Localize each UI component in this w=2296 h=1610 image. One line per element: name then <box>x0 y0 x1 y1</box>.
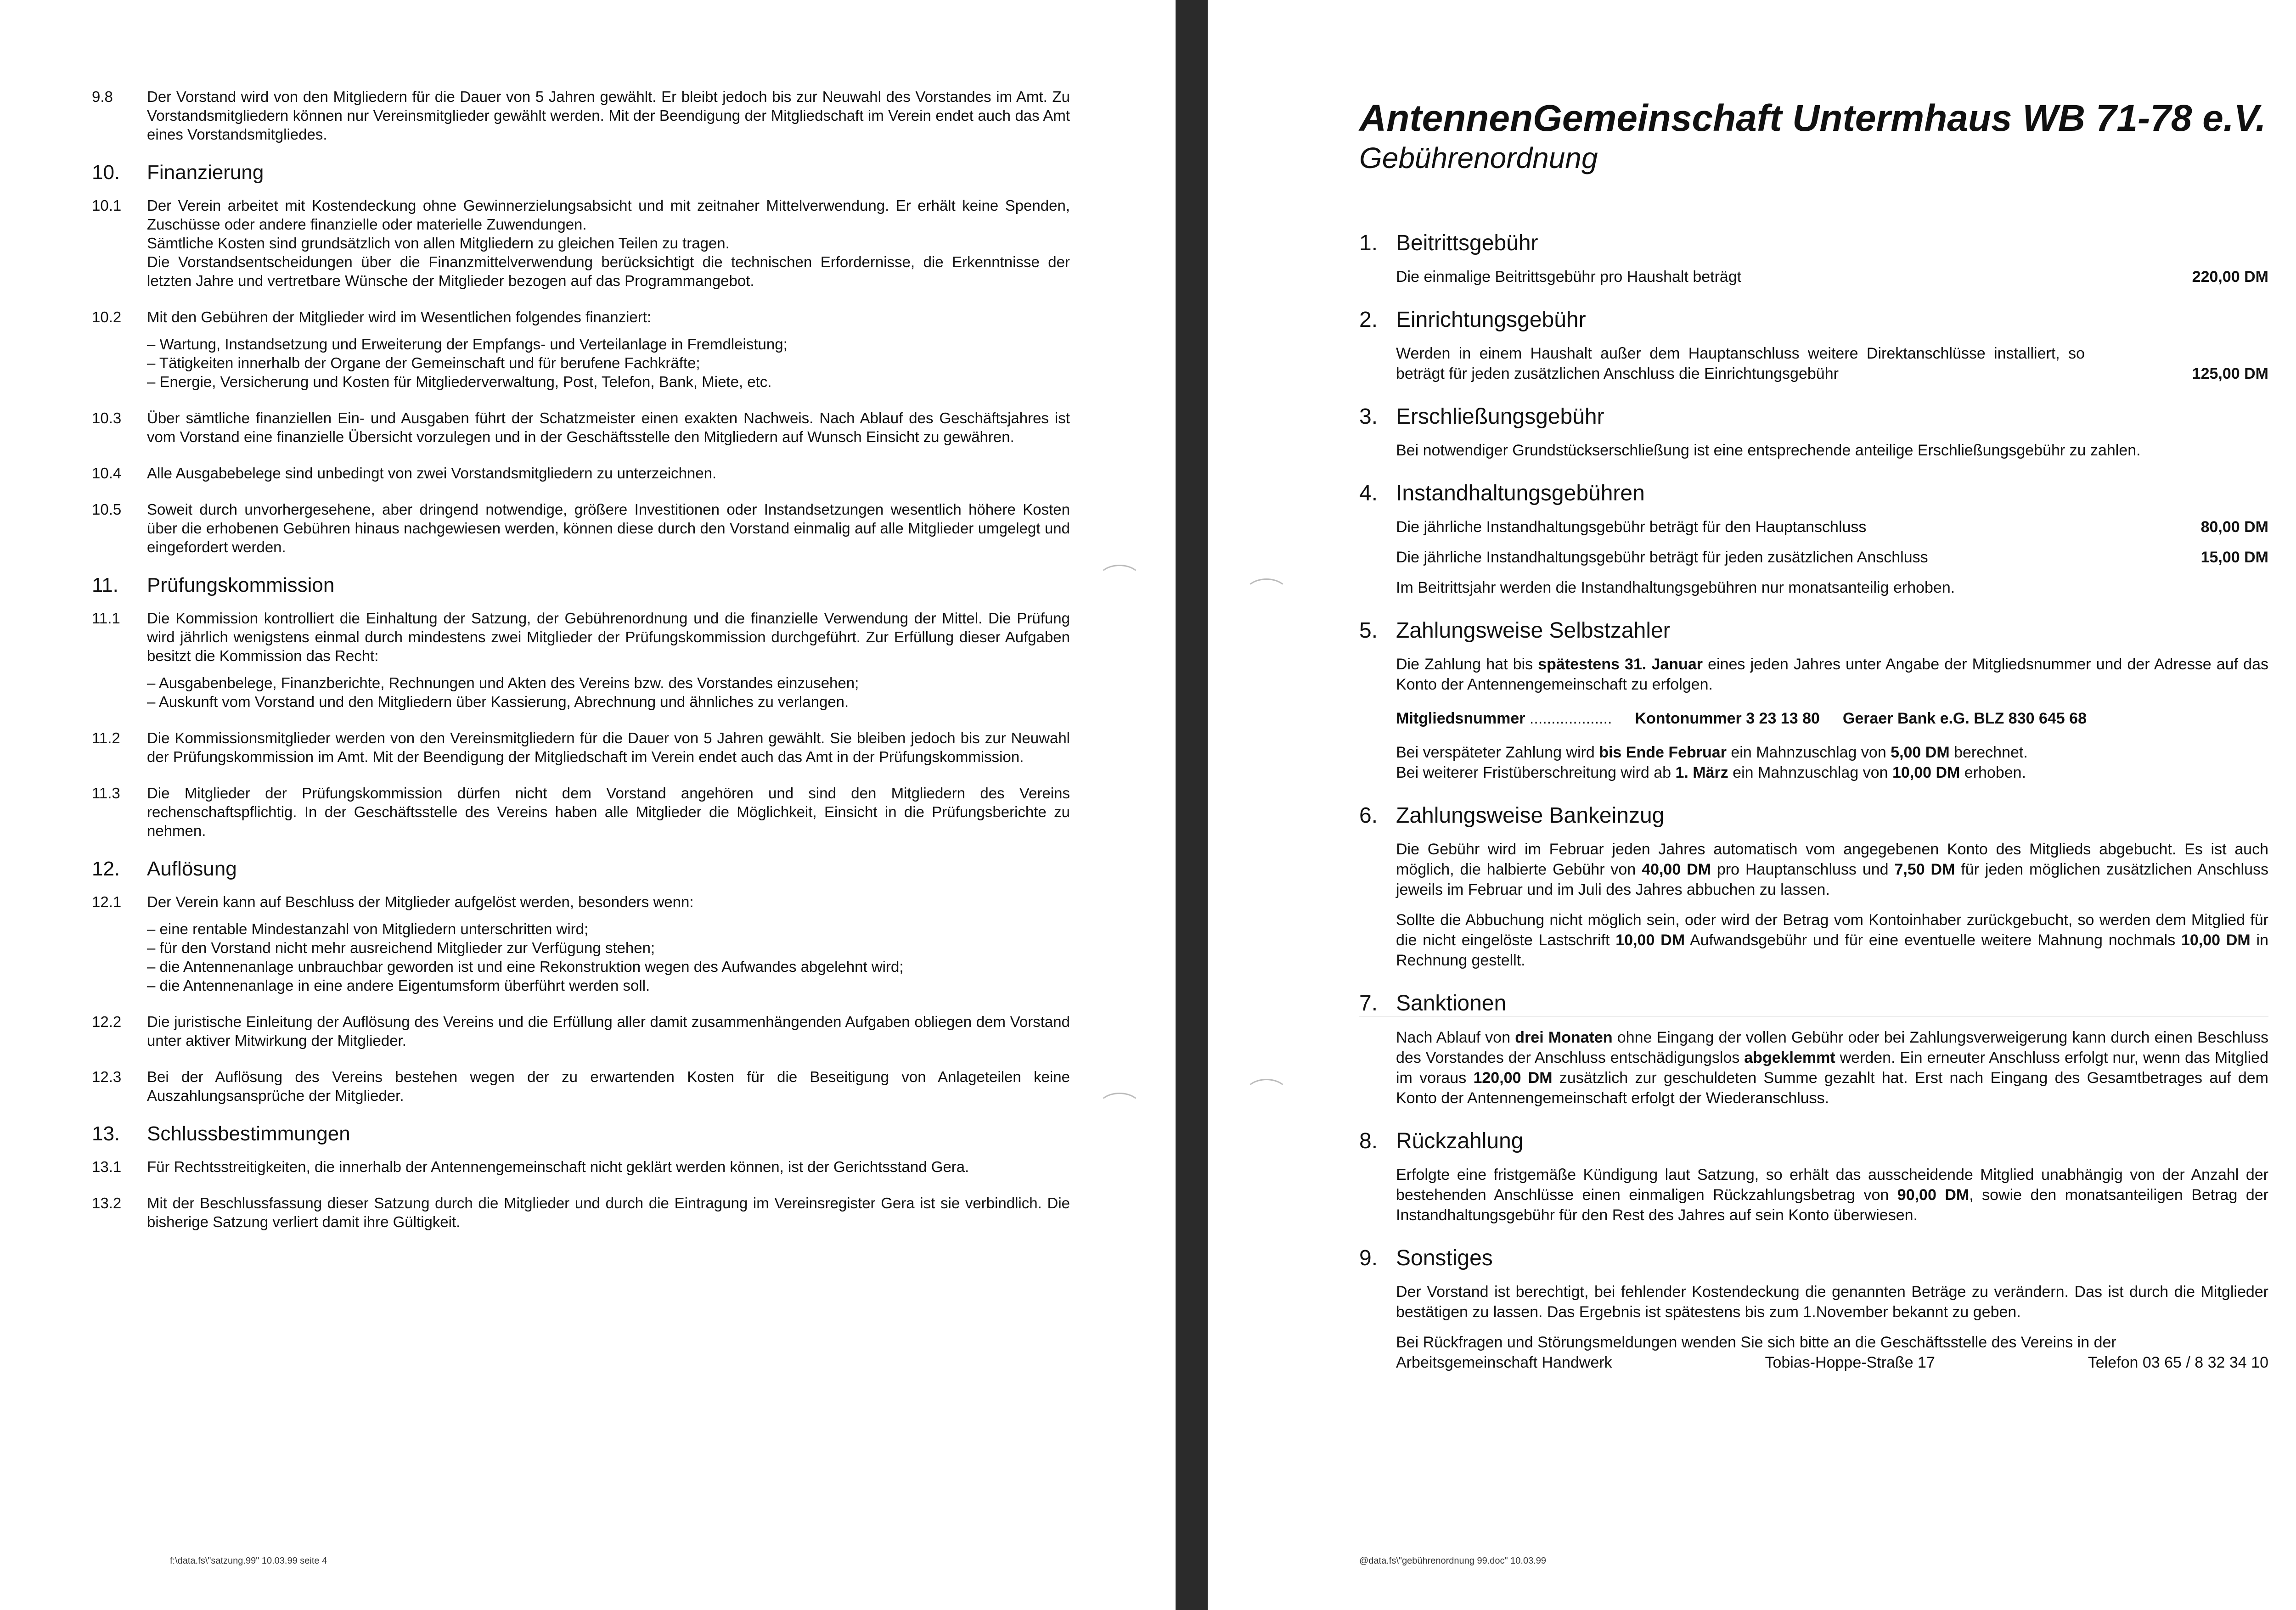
clause-10-3: 10.3 Über sämtliche finanziellen Ein- und Ausgaben führt der Schatzmeister einen exakten Nachweis. Nach Ablauf des Geschäftsjahres ist vom Vorstand eine finanzielle Übersicht vorzulegen und in der Geschäftsstelle den Mitgliedern auf Wunsch Einsicht zu gewähren. <box>92 410 1070 445</box>
page-footer: @data.fs\"gebührenordnung 99.doc" 10.03.99 <box>1359 1556 1547 1566</box>
page-gebuehrenordnung <box>1208 0 2296 1610</box>
clause-11-2: 11.2 Die Kommissionsmitglieder werden von den Vereinsmitgliedern für die Dauer von 5 Jahren gewählt. Sie bleiben jedoch bis zur Neuwahl der Prüfungskommission im Amt. Mit der Beendigung der Mitgliedschaft im Verein endet auch das Amt in der Prüfungskommission. <box>92 729 1070 765</box>
punch-hole-mark <box>1244 1079 1289 1109</box>
section-8: 8. Rückzahlung Erfolgte eine fristgemäße Kündigung laut Satzung, so erhält das ausscheidende Mitglied unabhängig von der Anzahl der bestehenden Anschlüsse einen einmaligen Rückzahlungsbetrag von 90,00 DM, sowie den monatsanteiligen Betrag der Instandhaltungsgebühr für den Rest des Jahres auf sein Konto überwiesen. <box>1359 1129 2268 1224</box>
clause-13-2: 13.2 Mit der Beschlussfassung dieser Satzung durch die Mitglieder und durch die Eintragung im Vereinsregister Gera ist sie verbindlich. Die bisherige Satzung verliert damit ihre Gültigkeit. <box>92 1195 1070 1230</box>
clause-9-8: 9.8 Der Vorstand wird von den Mitgliedern für die Dauer von 5 Jahren gewählt. Er bleibt jedoch bis zur Neuwahl des Vorstandes im Amt. Zu Vorstandsmitgliedern können nur Vereinsmitglieder gewählt werden. Mit der Beendigung der Mitgliedschaft im Verein endet auch das Amt eines Vorstandsmitgliedes. <box>92 88 1070 143</box>
clause-10-4: 10.4 Alle Ausgabebelege sind unbedingt von zwei Vorstandsmitgliedern zu unterzeichnen. <box>92 465 717 482</box>
clause-12-3: 12.3 Bei der Auflösung des Vereins bestehen wegen der zu erwartenden Kosten für die Beseitigung von Anlageteilen keine Auszahlungsansprüche der Mitglieder. <box>92 1068 1070 1104</box>
clause-13-1: 13.1 Für Rechtsstreitigkeiten, die innerhalb der Antennengemeinschaft nicht geklärt werden können, ist der Gerichtsstand Gera. <box>92 1158 969 1175</box>
page-footer: f:\data.fs\"satzung.99" 10.03.99 seite 4 <box>170 1556 327 1566</box>
clause-11-1: 11.1 Die Kommission kontrolliert die Einhaltung der Satzung, der Gebührenordnung und die finanzielle Verwendung der Mittel. Die Prüfung wird jährlich wenigstens einmal durch mindestens zwei Mitglieder der Prüfungskommission durchgeführt. Zur Erfüllung dieser Aufgaben besitzt die Kommission das Recht: – Ausgabenbelege, Finanzberichte, Rechnungen und Akten des Vereins bzw. des Vorstandes einzusehen; – Auskunft vom Vorstand und den Mitgliedern über Kassierung, Abrechnung und ähnliches zu verlangen. <box>92 610 1070 710</box>
punch-hole-mark <box>1097 1093 1142 1123</box>
heading-13: 13. Schlussbestimmungen <box>92 1122 350 1145</box>
section-6: 6. Zahlungsweise Bankeinzug Die Gebühr wird im Februar jeden Jahres automatisch vom angegebenen Konto des Mitglieds abgebucht. Es ist auch möglich, die halbierte Gebühr von 40,00 DM pro Hauptanschluss und 7,50 DM für jeden möglichen zusätzlichen Anschluss jeweils im Februar und im Juli des Jahres abbuchen zu lassen. Sollte die Abbuchung nicht möglich sein, oder wird der Betrag vom Kontoinhaber zurückgebucht, so werden dem Mitglied für die nicht eingelöste Lastschrift 10,00 DM Aufwandsgebühr und für eine eventuelle weitere Mahnung nochmals 10,00 DM in Rechnung gestellt. <box>1359 803 2269 969</box>
section-2: 2. Einrichtungsgebühr Werden in einem Haushalt außer dem Hauptanschluss weitere Direktanschlüsse installiert, so beträgt für jeden zusätzlichen Anschluss die Einrichtungsgebühr 125,00 DM <box>1359 308 2268 382</box>
clause-10-5: 10.5 Soweit durch unvorhergesehene, aber dringend notwendige, größere Investitionen oder Instandsetzungen wesentlich höhere Kosten über die erhobenen Gebühren hinaus nachgewiesen werden, können diese durch den Vorstand einmalig auf alle Mitglieder umgelegt und eingefordert werden. <box>92 501 1070 555</box>
section-7: 7. Sanktionen Nach Ablauf von drei Monaten ohne Eingang der vollen Gebühr oder bei Zahlungsverweigerung kann durch einen Beschluss des Vorstandes der Anschluss entschädigungslos abgeklemmt werden. Ein erneuter Anschluss erfolgt nur, wenn das Mitglied im voraus 120,00 DM zusätzlich zur geschuldeten Summe gezahlt hat. Erst nach Eingang des Gesamtbetrages auf dem Konto der Antennengemeinschaft erfolgt der Wiederanschluss. <box>1359 991 2268 1107</box>
document-subtitle: Gebührenordnung <box>1359 141 1598 174</box>
heading-11: 11. Prüfungskommission <box>92 574 335 596</box>
section-3: 3. Erschließungsgebühr Bei notwendiger Grundstückserschließung ist eine entsprechende anteilige Erschließungsgebühr zu zahlen. <box>1359 404 2141 459</box>
organization-title: AntennenGemeinschaft Untermhaus WB 71-78 e.V. <box>1359 97 2266 139</box>
section-4: 4. Instandhaltungsgebühren Die jährliche Instandhaltungsgebühr beträgt für den Hauptanschluss 80,00 DM Die jährliche Instandhaltungsgebühr beträgt für jeden zusätzlichen Anschluss 15,00 DM Im Beitrittsjahr werden die Instandhaltungsgebühren nur monatsanteilig erhoben. <box>1359 481 2268 596</box>
heading-12: 12. Auflösung <box>92 858 237 880</box>
clause-10-2: 10.2 Mit den Gebühren der Mitglieder wird im Wesentlichen folgendes finanziert: – Wartung, Instandsetzung und Erweiterung der Empfangs- und Verteilanlage in Fremdleistung; – Tätigkeiten innerhalb der Organe der Gemeinschaft und für berufene Fachkräfte; – Energie, Versicherung und Kosten für Mitgliederverwaltung, Post, Telefon, Bank, Miete, etc. <box>92 309 788 390</box>
section-1: 1. Beitrittsgebühr Die einmalige Beitrittsgebühr pro Haushalt beträgt 220,00 DM <box>1359 231 2268 286</box>
section-9: 9. Sonstiges Der Vorstand ist berechtigt, bei fehlender Kostendeckung die genannten Beträge zu verändern. Das ist durch die Mitglieder bestätigen zu lassen. Das Ergebnis ist spätestens bis zum 1.November bekannt zu geben. Bei Rückfragen und Störungsmeldungen wenden Sie sich bitte an die Geschäftsstelle des Vereins in der Arbeitsgemeinschaft Handwerk Tobias-Hoppe-Straße 17 Telefon 03 65 / 8 32 34 10 <box>1359 1246 2268 1371</box>
clause-10-1: 10.1 Der Verein arbeitet mit Kostendeckung ohne Gewinnerzielungsabsicht und mit zeitnaher Mittelverwendung. Er erhält keine Spenden, Zuschüsse oder andere finanzielle oder materielle Zuwendungen. Sämtliche Kosten sind grundsätzlich von allen Mitgliedern zu gleichen Teilen zu tragen. Die Vorstandsentscheidungen über die Finanzmittelverwendung berücksichtigt die technischen Erfordernisse, die Erkenntnisse der letzten Jahre und vertretbare Wünsche der Mitglieder bezogen auf das Programmangebot. <box>92 197 1070 289</box>
punch-hole-mark <box>1097 565 1142 595</box>
clause-11-3: 11.3 Die Mitglieder der Prüfungskommission dürfen nicht dem Vorstand angehören und sind den Mitgliedern des Vereins rechenschaftspflichtig. In der Geschäftsstelle des Vereins haben alle Mitglieder die Möglichkeit, Einsicht in die Prüfungsberichte zu nehmen. <box>92 785 1070 839</box>
section-5: 5. Zahlungsweise Selbstzahler Die Zahlung hat bis spätestens 31. Januar eines jeden Jahres unter Angabe der Mitgliedsnummer und der Adresse auf das Konto der Antennengemeinschaft zu erfolgen. Mitgliedsnummer ................... Kontonummer 3 23 13 80 Geraer Bank e.G. BLZ 830 645 68 Bei verspäteter Zahlung wird bis Ende Februar ein Mahnzuschlag von 5,00 DM berechnet. Bei weiterer Fristüberschreitung wird ab 1. März ein Mahnzuschlag von 10,00 DM erhoben. <box>1359 618 2269 781</box>
punch-hole-mark <box>1244 578 1289 609</box>
clause-12-1: 12.1 Der Verein kann auf Beschluss der Mitglieder aufgelöst werden, besonders wenn: – eine rentable Mindestanzahl von Mitgliedern unterschritten wird; – für den Vorstand nicht mehr ausreichend Mitglieder zur Verfügung stehen; – die Antennenanlage unbrauchbar geworden ist und eine Rekonstruktion wegen des Aufwandes abgelehnt wird; – die Antennenanlage in eine andere Eigentumsform überführt werden soll. <box>92 893 904 994</box>
clause-12-2: 12.2 Die juristische Einleitung der Auflösung des Vereins und die Erfüllung aller damit zusammenhängenden Aufgaben obliegen dem Vorstand unter aktiver Mitwirkung der Mitglieder. <box>92 1013 1070 1049</box>
heading-10: 10. Finanzierung <box>92 161 264 184</box>
